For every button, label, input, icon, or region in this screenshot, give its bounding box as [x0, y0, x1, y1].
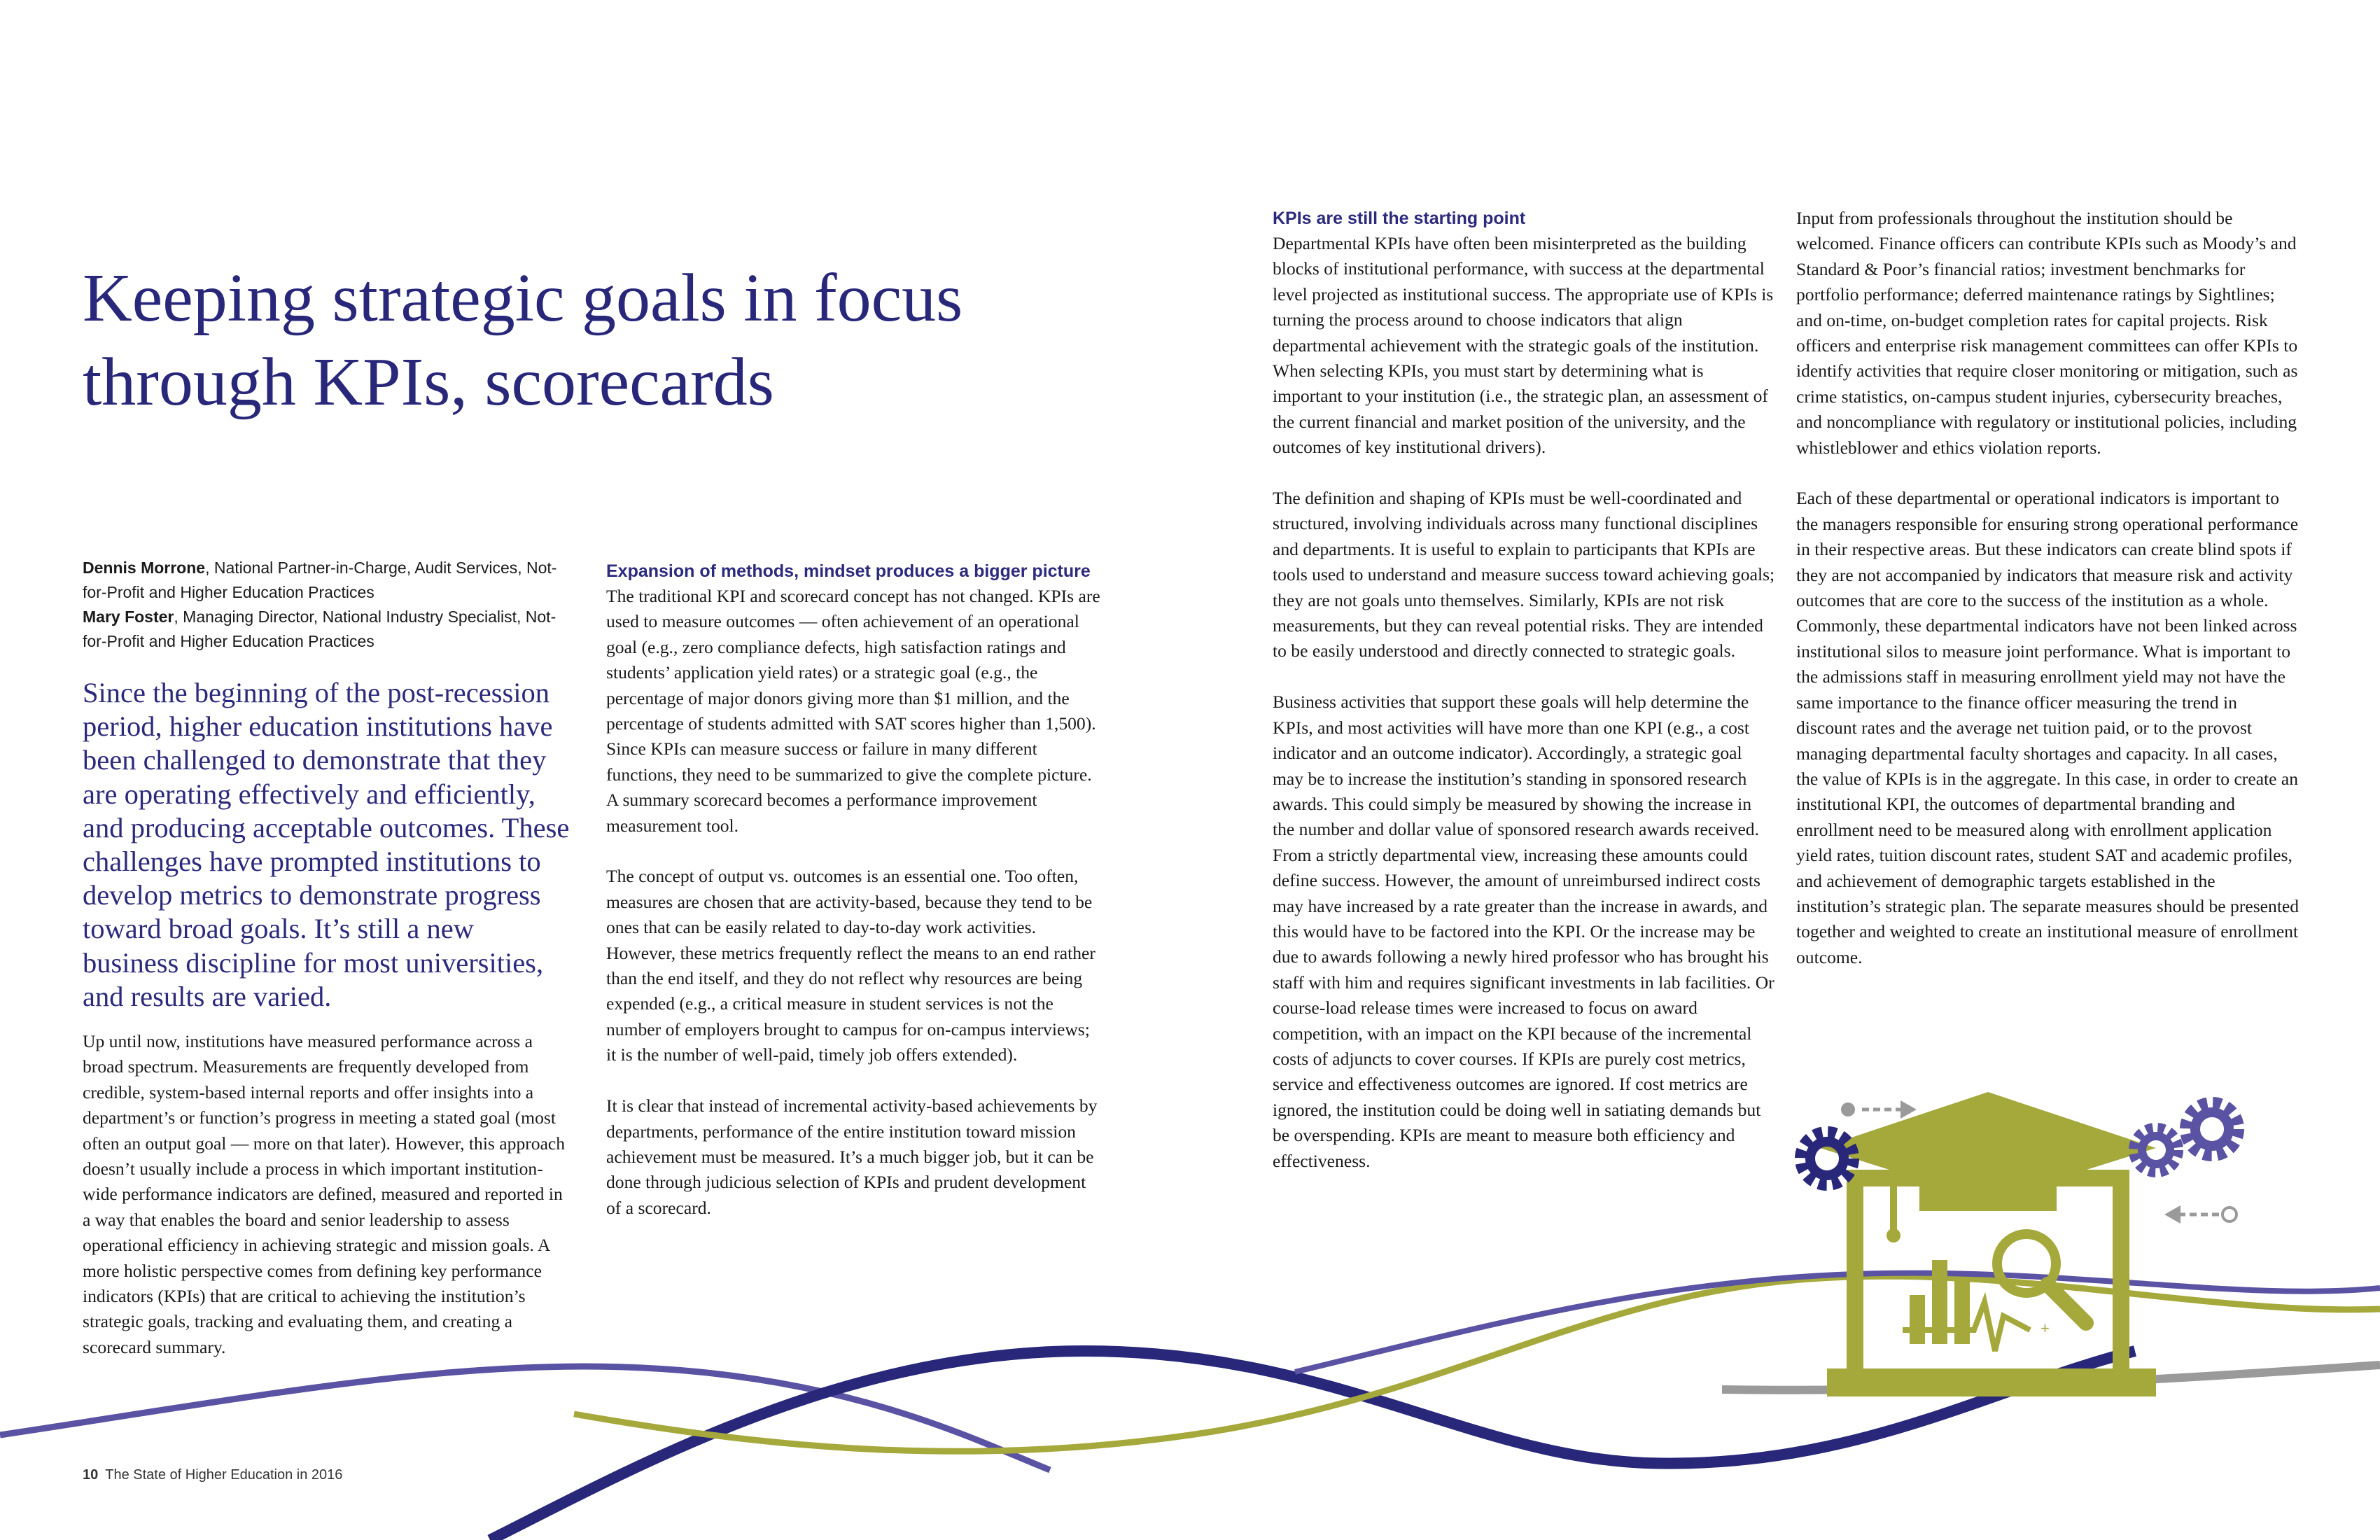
- body-paragraph: It is clear that instead of incremental activity-based achievements by departments, performance of the entire institution toward mission achievement must be measured. It’s a much bigger job, but it can be done through judicious selection of KPIs and prudent development of a scorecard.: [606, 1096, 1098, 1218]
- arrow-icon: [2164, 1205, 2236, 1224]
- page-footer: [83, 1467, 342, 1483]
- graduation-cap-icon: [1820, 1092, 2156, 1242]
- column-3: [1273, 206, 1777, 1199]
- section-heading: KPIs are still the starting point: [1273, 209, 1526, 228]
- title-line-1: Keeping strategic goals in focus: [83, 260, 963, 336]
- page-title: [83, 256, 965, 424]
- author-2: [83, 605, 573, 654]
- author-1: [83, 556, 573, 605]
- purple-wave-right: [1295, 1273, 2380, 1372]
- column-2: [606, 559, 1103, 1247]
- svg-text:+: +: [2040, 1320, 2050, 1337]
- gear-icon: [2134, 1102, 2239, 1172]
- body-paragraph: The traditional KPI and scorecard concept has not changed. KPIs are used to measure outcomes — often achievement of an operational goal (e.g., zero compliance defects, high satisfaction ratings and students’ application yield rates) or a strategic goal (e.g., the percentage of major donors giving more than $1 million, and the percentage of students admitted with SAT scores higher than 1,500). Since KPIs can measure success or failure in many different functions, they need to be summarized to give the complete picture. A summary scorecard becomes a performance improvement measurement tool.: [606, 586, 1100, 836]
- body-paragraph: Business activities that support these goals will help determine the KPIs, and most activities will have more than one KPI (e.g., a cost indicator and an outcome indicator). Accordingly, a strategic goal may be to increase the institution’s standing in sponsored research awards. This could simply be measured by showing the increase in the number and dollar value of sponsored research awards received. From a strictly departmental view, increasing these amounts could define success. However, the amount of unreimbursed indirect costs may have increased by a rate greater than the increase in awards, and this would have to be factored into the KPI. Or the increase may be due to awards following a newly hired professor who has brought his staff with him and requires significant investments in lab facilities. Or course-load release times were increased to focus on award competition, with an impact on the KPI because of the incremental costs of adjuncts to cover courses. If KPIs are purely cost metrics, service and effectiveness outcomes are ignored. If cost metrics are ignored, the institution could be doing well in satiating demands but be overspending. KPIs are meant to measure both efficiency and effectiveness.: [1273, 692, 1774, 1171]
- column-4: [1796, 206, 2300, 996]
- gear-icon: [1800, 1132, 1854, 1185]
- arrow-icon: [1841, 1100, 1917, 1119]
- section-heading: Expansion of methods, mindset produces a bigger picture: [606, 561, 1091, 581]
- author-credits: [83, 556, 573, 654]
- body-paragraph: Departmental KPIs have often been misinterpreted as the building blocks of institutional performance, with success at the departmental level projected as institutional success. The appropriate use of KPIs is turning the process around to choose indicators that align departmental achievement with the strategic goals of the institution. When selecting KPIs, you must start by determining what is important to your institution (i.e., the strategic plan, an assessment of the current financial and market position of the university, and the outcomes of key institutional drivers).: [1273, 233, 1774, 458]
- body-paragraph: Input from professionals throughout the institution should be welcomed. Finance officers can contribute KPIs such as Moody’s and Standard & Poor’s financial ratios; investment benchmarks for portfolio performance; deferred maintenance ratings by Sightlines; and on-time, on-budget completion rates for capital projects. Risk officers and enterprise risk management committees can offer KPIs to identify activities that require closer monitoring or mitigation, such as crime statistics, on-campus student injuries, cybersecurity breaches, and noncompliance with regulatory or institutional policies, including whistleblower and ethics violation reports.: [1796, 208, 2298, 458]
- body-paragraph: The definition and shaping of KPIs must be well-coordinated and structured, involving individuals across many functional disciplines and departments. It is useful to explain to participants that KPIs are tools used to understand and measure success toward achieving goals; they are not goals unto themselves. Similarly, KPIs are not risk measurements, but they can reveal potential risks. They are intended to be easily understood and directly connected to strategic goals.: [1273, 488, 1775, 662]
- body-paragraph: Each of these departmental or operational indicators is important to the managers responsible for ensuring strong operational performance in their respective areas. But these indicators can create blind spots if they are not accompanied by indicators that measure risk and activity outcomes that are core to the success of the institution as a whole. Commonly, these departmental indicators have not been linked across institutional silos to measure joint performance. What is important to the admissions staff in measuring enrollment yield may not have the same importance to the finance officer measuring the trend in discount rates and the average net tuition paid, or to the provost managing departmental faculty shortages and capacity. In all cases, the value of KPIs is in the aggregate. In this case, in order to create an institutional KPI, the outcomes of departmental branding and enrollment need to be measured along with enrollment application yield rates, tuition discount rates, student SAT and academic profiles, and achievement of demographic targets established in the institution’s strategic plan. The separate measures should be presented together and weighted to create an institutional measure of enrollment outcome.: [1796, 488, 2300, 967]
- body-paragraph: The concept of output vs. outcomes is an essential one. Too often, measures are chosen that are activity-based, because they tend to be ones that can be easily related to day-to-day work activities. However, these metrics frequently reflect the means to an end rather than the end itself, and they do not reflect why resources are being expended (e.g., a critical measure in student services is not the number of employers brought to campus for on-campus interviews; it is the number of well-paid, timely job offers extended).: [606, 866, 1096, 1065]
- author-role: , Managing Director, National Industry Specialist, Not-for-Profit and Higher Education Practices: [83, 608, 556, 650]
- author-name: Dennis Morrone: [83, 559, 206, 577]
- author-role: , National Partner-in-Charge, Audit Services, Not-for-Profit and Higher Education Practices: [83, 559, 557, 601]
- title-line-2: through KPIs, scorecards: [83, 344, 774, 420]
- column-1: [83, 1029, 573, 1386]
- page-number: 10: [83, 1467, 99, 1483]
- lead-paragraph: Since the beginning of the post-recession period, higher education institutions have been challenged to demonstrate that they are operating effectively and efficiently, and producing acceptable outcomes. These challenges have prompted institutions to develop metrics to demonstrate progress toward broad goals. It’s still a new business discipline for most universities, and results are varied.: [83, 677, 570, 1012]
- author-name: Mary Foster: [83, 608, 174, 626]
- publication-name: The State of Higher Education in 2016: [105, 1467, 343, 1483]
- body-paragraph: Up until now, institutions have measured performance across a broad spectrum. Measurements are frequently developed from credible, system-based internal reports and offer insights into a department’s or function’s progress in meeting a stated goal (most often an output goal — more on that later). However, this approach doesn’t usually include a process in which important institution-wide performance indicators are defined, measured and reported in a way that enables the board and senior leadership to assess operational efficiency in achieving strategic and mission goals. A more holistic perspective comes from defining key performance indicators (KPIs) that are critical to achieving the institution’s strategic goals, tracking and evaluating them, and creating a scorecard summary.: [83, 1031, 566, 1357]
